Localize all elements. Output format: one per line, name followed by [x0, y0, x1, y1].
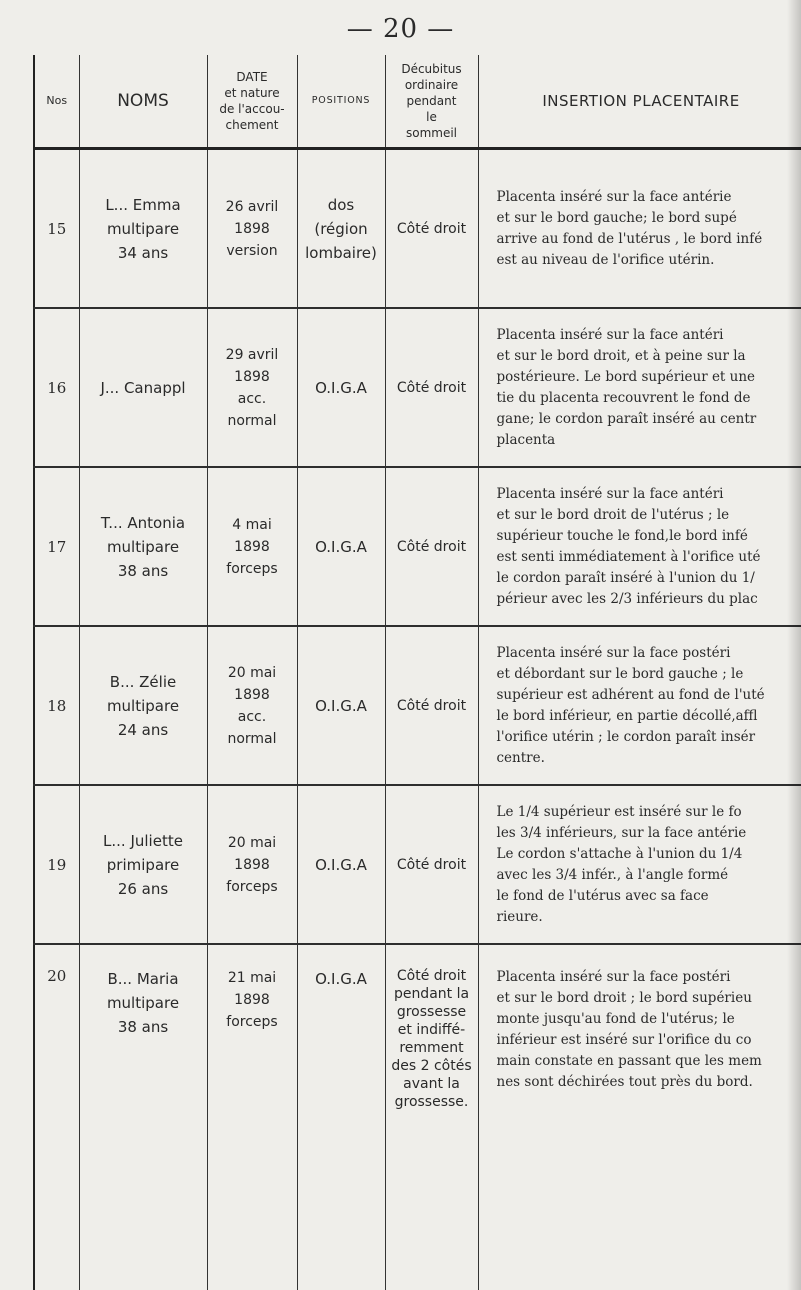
placental-insertion	[478, 626, 801, 785]
sleep-decubitus	[385, 467, 478, 626]
header-names: NOMS	[79, 55, 207, 149]
placental-insertion-line: et sur le bord droit ; le bord supérieu	[496, 990, 752, 1006]
placental-insertion-line: monte jusqu'au fond de l'utérus; le	[496, 1011, 735, 1027]
entry-number: 15	[34, 149, 79, 309]
patient-name-line: 26 ans	[117, 879, 169, 898]
placental-insertion-line: Placenta inséré sur la face antéri	[496, 485, 724, 502]
placental-insertion-line: Le cordon s'attache à l'union du 1/4	[496, 845, 743, 862]
fetal-position-line: dos	[327, 195, 355, 214]
placental-insertion-line: centre.	[496, 749, 545, 766]
placental-insertion-line: main constate en passant que les mem	[496, 1053, 762, 1069]
placental-insertion-line: le cordon paraît inséré à l'union du 1/	[496, 569, 755, 586]
patient-name	[79, 626, 207, 785]
header-date	[207, 55, 297, 149]
header-date-line: de l'accou-	[219, 102, 285, 116]
delivery-date-line: 1898	[234, 220, 270, 237]
page-edge-shadow	[787, 0, 801, 1290]
patient-name	[79, 149, 207, 309]
delivery-date-line: version	[226, 242, 278, 259]
fetal-position-line: O.I.G.A	[315, 378, 367, 397]
placental-insertion-line: postérieure. Le bord supérieur et une	[496, 368, 756, 385]
delivery-date	[207, 944, 297, 1290]
table-row	[34, 626, 801, 785]
patient-name-line: multipare	[106, 696, 180, 715]
delivery-date-line: 21 mai	[227, 970, 277, 986]
placental-insertion	[478, 149, 801, 309]
placental-insertion-line: et sur le bord droit de l'utérus ; le	[496, 506, 730, 523]
sleep-decubitus	[385, 149, 478, 309]
placental-insertion-line: Placenta inséré sur la face postéri	[496, 644, 731, 661]
sleep-decubitus	[385, 944, 478, 1290]
patient-name-line: 38 ans	[117, 1018, 169, 1036]
placental-insertion-line: est au niveau de l'orifice utérin.	[496, 251, 715, 268]
entry-number: 16	[34, 308, 79, 467]
header-date-line: DATE	[236, 70, 268, 84]
entry-number: 20	[34, 944, 79, 1290]
placental-insertion	[478, 467, 801, 626]
placental-insertion-line: Placenta inséré sur la face antérie	[496, 188, 732, 205]
delivery-date	[207, 467, 297, 626]
patient-name-line: 34 ans	[117, 243, 169, 262]
sleep-decubitus-line: Côté droit	[396, 538, 467, 555]
patient-name	[79, 944, 207, 1290]
patient-name-line: B... Zélie	[109, 672, 177, 691]
placental-insertion	[478, 308, 801, 467]
placental-insertion	[478, 785, 801, 944]
placental-insertion-line: placenta	[496, 431, 556, 448]
entry-number: 19	[34, 785, 79, 944]
sleep-decubitus-line: grossesse	[396, 1004, 467, 1020]
sleep-decubitus-line: Côté droit	[396, 697, 467, 714]
header-decubitus	[385, 55, 478, 149]
fetal-position	[297, 308, 385, 467]
delivery-date-line: 29 avril	[225, 346, 279, 363]
header-positions: POSITIONS	[297, 55, 385, 149]
table-row	[34, 785, 801, 944]
delivery-date-line: 1898	[234, 368, 270, 385]
delivery-date-line: 1898	[234, 856, 270, 873]
fetal-position-line: (région	[314, 219, 368, 238]
placental-insertion-line: supérieur est adhérent au fond de l'uté	[496, 686, 765, 703]
fetal-position-line: O.I.G.A	[315, 970, 367, 988]
delivery-date-line: 26 avril	[225, 198, 279, 215]
delivery-date-line: 1898	[234, 992, 270, 1008]
table-header-row	[34, 55, 801, 149]
sleep-decubitus	[385, 308, 478, 467]
sleep-decubitus	[385, 626, 478, 785]
delivery-date	[207, 785, 297, 944]
entry-number: 17	[34, 467, 79, 626]
fetal-position	[297, 944, 385, 1290]
patient-name-line: J... Canappl	[100, 378, 186, 397]
header-decubitus-line: Décubitus	[401, 62, 462, 76]
sleep-decubitus	[385, 785, 478, 944]
sleep-decubitus-line: Côté droit	[396, 379, 467, 396]
delivery-date-line: forceps	[226, 878, 278, 895]
placenta-insertion-table	[33, 55, 801, 1290]
table-row	[34, 467, 801, 626]
placental-insertion-line: gane; le cordon paraît inséré au centr	[496, 410, 757, 427]
header-date-line: chement	[225, 118, 279, 132]
patient-name-line: B... Maria	[107, 970, 179, 988]
header-number: Nos	[34, 55, 79, 149]
sleep-decubitus-line: grossesse.	[394, 1094, 469, 1110]
delivery-date-line: forceps	[226, 1014, 278, 1030]
delivery-date-line: acc.	[237, 708, 267, 725]
header-insertion: INSERTION PLACENTAIRE	[478, 55, 801, 149]
patient-name-line: L... Juliette	[103, 831, 183, 850]
delivery-date-line: 20 mai	[227, 664, 277, 681]
delivery-date-line: normal	[227, 730, 277, 747]
placental-insertion-line: périeur avec les 2/3 inférieurs du plac	[496, 590, 758, 607]
header-decubitus-line: le	[426, 110, 437, 124]
fetal-position	[297, 626, 385, 785]
sleep-decubitus-line: et indiffé-	[397, 1022, 466, 1038]
header-decubitus-line: ordinaire	[404, 78, 459, 92]
placental-insertion-line: est senti immédiatement à l'orifice uté	[496, 548, 761, 565]
entry-number: 18	[34, 626, 79, 785]
placental-insertion-line: avec les 3/4 infér., à l'angle formé	[496, 866, 729, 883]
patient-name-line: primipare	[106, 855, 180, 874]
header-decubitus-line: pendant	[406, 94, 457, 108]
placental-insertion-line: rieure.	[496, 908, 543, 925]
placental-insertion-line: et débordant sur le bord gauche ; le	[496, 665, 744, 682]
sleep-decubitus-line: avant la	[403, 1076, 460, 1092]
sleep-decubitus-line: Côté droit	[396, 856, 467, 873]
table-row	[34, 944, 801, 1290]
header-date-line: et nature	[224, 86, 280, 100]
delivery-date	[207, 308, 297, 467]
placental-insertion-line: et sur le bord droit, et à peine sur la	[496, 347, 746, 364]
table-row	[34, 308, 801, 467]
placental-insertion-line: le fond de l'utérus avec sa face	[496, 887, 709, 904]
fetal-position-line: O.I.G.A	[315, 855, 367, 874]
delivery-date	[207, 149, 297, 309]
placental-insertion-line: supérieur touche le fond,le bord infé	[496, 527, 748, 544]
fetal-position	[297, 467, 385, 626]
patient-name-line: multipare	[106, 994, 180, 1012]
fetal-position-line: lombaire)	[305, 243, 377, 262]
delivery-date-line: 20 mai	[227, 834, 277, 851]
delivery-date-line: 1898	[234, 686, 270, 703]
placental-insertion-line: Placenta inséré sur la face antéri	[496, 326, 724, 343]
patient-name-line: 24 ans	[117, 720, 169, 739]
patient-name	[79, 785, 207, 944]
patient-name	[79, 467, 207, 626]
placental-insertion-line: l'orifice utérin ; le cordon paraît insér	[496, 728, 756, 745]
patient-name-line: T... Antonia	[100, 513, 186, 532]
sleep-decubitus-line: Côté droit	[396, 968, 467, 984]
delivery-date-line: 1898	[234, 538, 270, 555]
fetal-position-line: O.I.G.A	[315, 537, 367, 556]
placental-insertion-line: nes sont déchirées tout près du bord.	[496, 1074, 753, 1090]
patient-name-line: multipare	[106, 219, 180, 238]
sleep-decubitus-line: Côté droit	[396, 220, 467, 237]
placental-insertion-line: Placenta inséré sur la face postéri	[496, 969, 731, 985]
delivery-date	[207, 626, 297, 785]
header-decubitus-line: sommeil	[405, 126, 458, 140]
fetal-position	[297, 785, 385, 944]
delivery-date-line: 4 mai	[232, 516, 272, 533]
delivery-date-line: forceps	[226, 560, 278, 577]
fetal-position	[297, 149, 385, 309]
patient-name-line: 38 ans	[117, 561, 169, 580]
patient-name-line: multipare	[106, 537, 180, 556]
delivery-date-line: acc.	[237, 390, 267, 407]
patient-name	[79, 308, 207, 467]
table-row	[34, 149, 801, 309]
sleep-decubitus-line: pendant la	[393, 986, 470, 1002]
patient-name-line: L... Emma	[105, 195, 181, 214]
placental-insertion-line: les 3/4 inférieurs, sur la face antérie	[496, 824, 747, 841]
placental-insertion-line: et sur le bord gauche; le bord supé	[496, 209, 737, 226]
delivery-date-line: normal	[227, 412, 277, 429]
sleep-decubitus-line: remment	[399, 1040, 464, 1056]
placental-insertion-line: tie du placenta recouvrent le fond de	[496, 389, 751, 406]
placental-insertion-line: Le 1/4 supérieur est inséré sur le fo	[496, 803, 742, 820]
page-number: — 20 —	[346, 14, 455, 44]
sleep-decubitus-line: des 2 côtés	[391, 1058, 472, 1074]
placental-insertion-line: arrive au fond de l'utérus , le bord infé	[496, 230, 763, 247]
placental-insertion-line: inférieur est inséré sur l'orifice du co	[496, 1032, 752, 1048]
fetal-position-line: O.I.G.A	[315, 696, 367, 715]
placental-insertion	[478, 944, 801, 1290]
placental-insertion-line: le bord inférieur, en partie décollé,affl	[496, 707, 758, 724]
